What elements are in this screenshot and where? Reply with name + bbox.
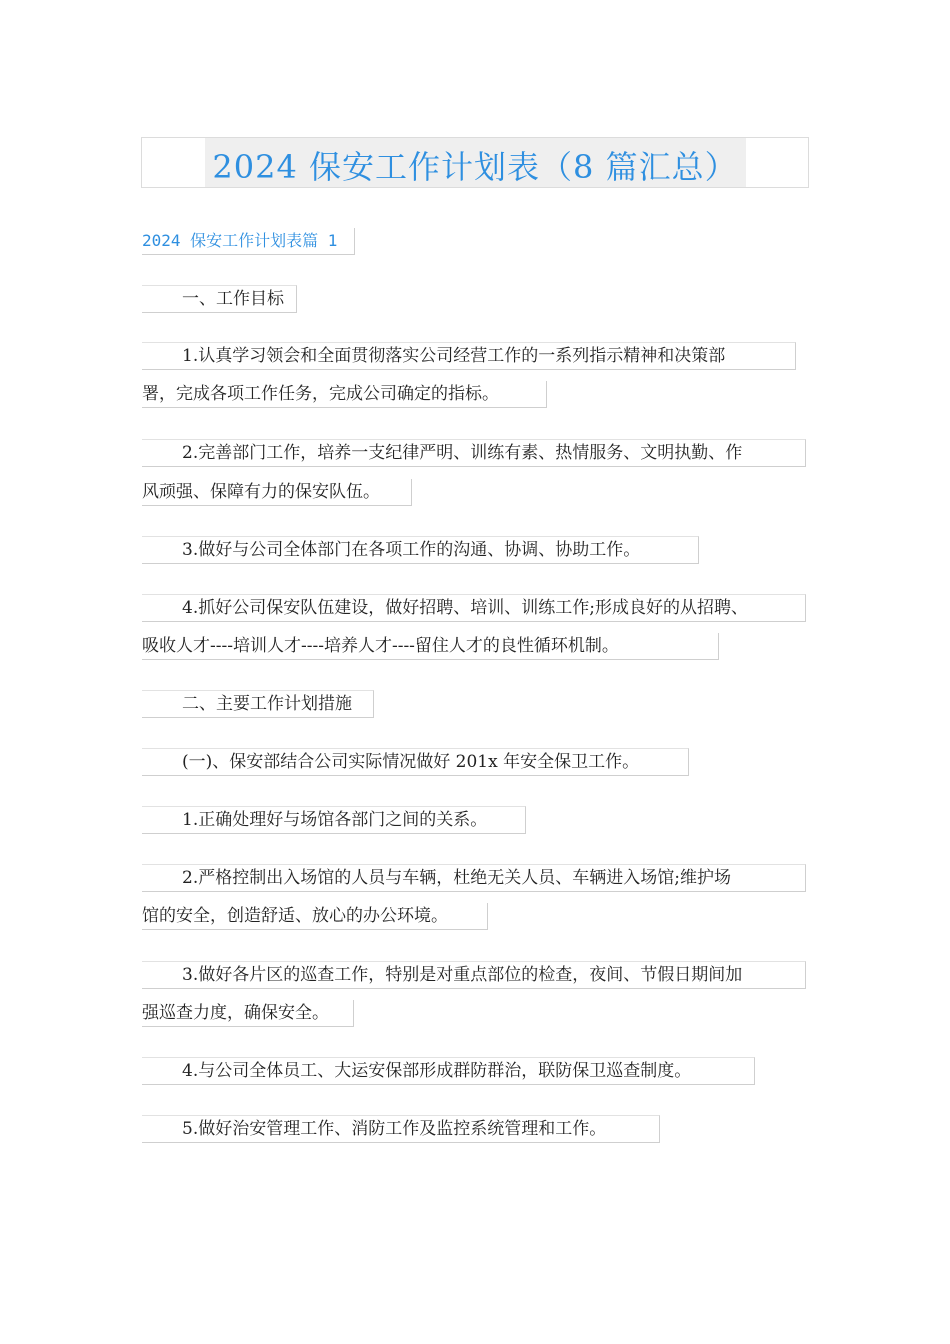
paragraph-line: 2.完善部门工作，培养一支纪律严明、训练有素、热情服务、文明执勤、作: [142, 439, 806, 467]
paragraph-line: 1.认真学习领会和全面贯彻落实公司经营工作的一系列指示精神和决策部: [142, 342, 796, 370]
paragraph-line: 2.严格控制出入场馆的人员与车辆，杜绝无关人员、车辆进入场馆;维护场: [142, 864, 806, 892]
paragraph-line: (一)、保安部结合公司实际情况做好 201x 年安全保卫工作。: [142, 748, 689, 776]
paragraph-line: 强巡查力度，确保安全。: [142, 1000, 354, 1027]
paragraph-line: 吸收人才----培训人才----培养人才----留住人才的良性循环机制。: [142, 633, 719, 660]
paragraph-line: 馆的安全，创造舒适、放心的办公环境。: [142, 903, 488, 930]
paragraph-line: 5.做好治安管理工作、消防工作及监控系统管理和工作。: [142, 1115, 660, 1143]
paragraph-line: 3.做好各片区的巡查工作，特别是对重点部位的检查，夜间、节假日期间加: [142, 961, 806, 989]
paragraph-line: 1.正确处理好与场馆各部门之间的关系。: [142, 806, 526, 834]
document-title: 2024 保安工作计划表（8 篇汇总）: [212, 148, 738, 186]
paragraph-line: 3.做好与公司全体部门在各项工作的沟通、协调、协助工作。: [142, 536, 699, 564]
paragraph-line: 风顽强、保障有力的保安队伍。: [142, 479, 412, 506]
heading-work-goals: 一、工作目标: [142, 285, 297, 313]
title-box: [141, 137, 809, 188]
paragraph-line: 署，完成各项工作任务，完成公司确定的指标。: [142, 381, 547, 408]
paragraph-line: 4.与公司全体员工、大运安保部形成群防群治，联防保卫巡查制度。: [142, 1057, 755, 1085]
heading-main-measures: 二、主要工作计划措施: [142, 690, 374, 718]
paragraph-line: 4.抓好公司保安队伍建设，做好招聘、培训、训练工作;形成良好的从招聘、: [142, 594, 806, 622]
section-heading: 2024 保安工作计划表篇 1: [142, 228, 355, 255]
